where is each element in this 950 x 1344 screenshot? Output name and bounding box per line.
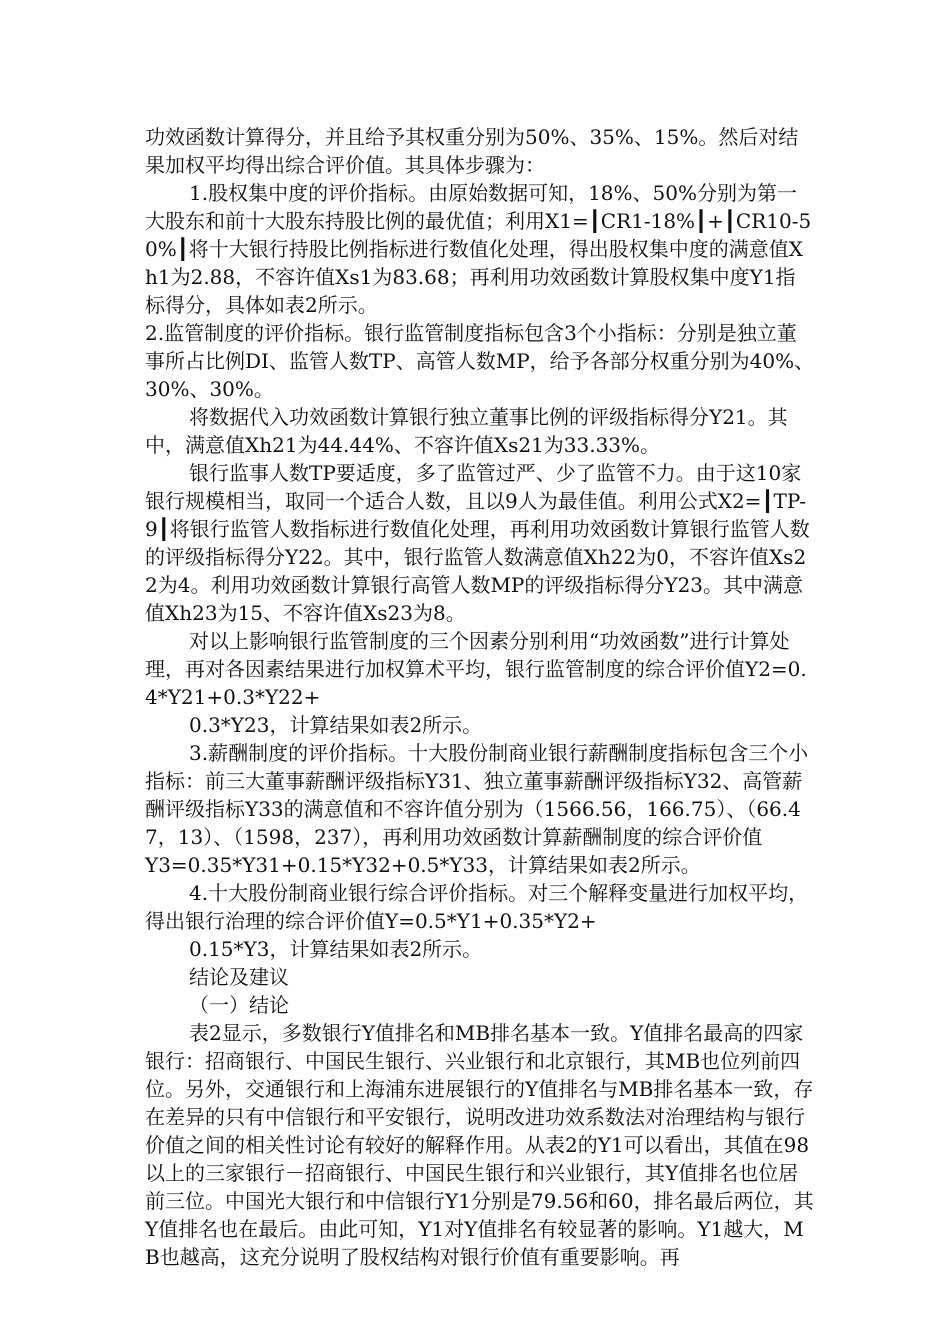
paragraph-compensation-formula: Y3=0.35*Y31+0.15*Y32+0.5*Y33，计算结果如表2所示。	[145, 853, 701, 877]
paragraph-equity-concentration: 1.股权集中度的评价指标。由原始数据可知，18%、50%分别为第一大股东和前十大股东持股比例的最优值；利用X1=┃CR1-18%┃+┃CR10-50%┃将十大银行持股比例指标进行数值化处理，得出股权集中度的满意值Xh1为2.88，不容许值Xs1为83.68；再利用功效函数计算股权集中度Y1指标得分，具体如表2所示。	[145, 181, 812, 317]
section-heading-conclusions: 结论及建议	[189, 965, 289, 989]
paragraph-conclusion-body: 表2显示，多数银行Y值排名和MB排名基本一致。Y值排名最高的四家银行：招商银行、中国民生银行、兴业银行和北京银行，其MB也位列前四位。另外，交通银行和上海浦东进展银行的Y值排名与MB排名基本一致，存在差异的只有中信银行和平安银行，说明改进功效系数法对治理结构与银行价值之间的相关性讨论有较好的解释作用。从表2的Y1可以看出，其值在98以上的三家银行－招商银行、中国民生银行和兴业银行，其Y值排名也位居前三位。中国光大银行和中信银行Y1分别是79.56和60，排名最后两位，其Y值排名也在最后。由此可知，Y1对Y值排名有较显著的影响。Y1越大，MB也越高，这充分说明了股权结构对银行价值有重要影响。再	[145, 1021, 814, 1269]
paragraph-independent-director: 将数据代入功效函数计算银行独立董事比例的评级指标得分Y21。其中，满意值Xh21为44.44%、不容许值Xs21为33.33%。	[145, 405, 788, 457]
paragraph-overall-result: 0.15*Y3，计算结果如表2所示。	[189, 937, 483, 961]
paragraph-supervision-result: 0.3*Y23，计算结果如表2所示。	[189, 713, 483, 737]
paragraph-intro: 功效函数计算得分，并且给予其权重分别为50%、35%、15%。然后对结果加权平均得出综合评价值。其具体步骤为：	[145, 125, 799, 177]
document-body	[145, 123, 815, 1271]
paragraph-supervision-system: 2.监管制度的评价指标。银行监管制度指标包含3个小指标：分别是独立董事所占比例DI、监管人数TP、高管人数MP，给予各部分权重分别为40%、30%、30%。	[145, 321, 815, 401]
subsection-heading-conclusion: （一）结论	[189, 993, 289, 1017]
paragraph-supervisor-count: 银行监事人数TP要适度，多了监管过严、少了监管不力。由于这10家银行规模相当，取同一个适合人数，且以9人为最佳值。利用公式X2=┃TP-9┃将银行监管人数指标进行数值化处理，再利用功效函数计算银行监管人数的评级指标得分Y22。其中，银行监管人数满意值Xh22为0，不容许值Xs22为4。利用功效函数计算银行高管人数MP的评级指标得分Y23。其中满意值Xh23为15、不容许值Xs23为8。	[145, 461, 810, 625]
paragraph-supervision-weighted: 对以上影响银行监管制度的三个因素分别利用“功效函数”进行计算处理，再对各因素结果进行加权算术平均，银行监管制度的综合评价值Y2=0.4*Y21+0.3*Y22+	[145, 629, 807, 709]
paragraph-compensation-system: 3.薪酬制度的评价指标。十大股份制商业银行薪酬制度指标包含三个小指标：前三大董事薪酬评级指标Y31、独立董事薪酬评级指标Y32、高管薪酬评级指标Y33的满意值和不容许值分别为（1566.56，166.75）、（66.47，13）、（1598，237），再利用功效函数计算薪酬制度的综合评价值	[145, 741, 809, 849]
paragraph-overall-index: 4.十大股份制商业银行综合评价指标。对三个解释变量进行加权平均，得出银行治理的综合评价值Y=0.5*Y1+0.35*Y2+	[145, 881, 809, 933]
